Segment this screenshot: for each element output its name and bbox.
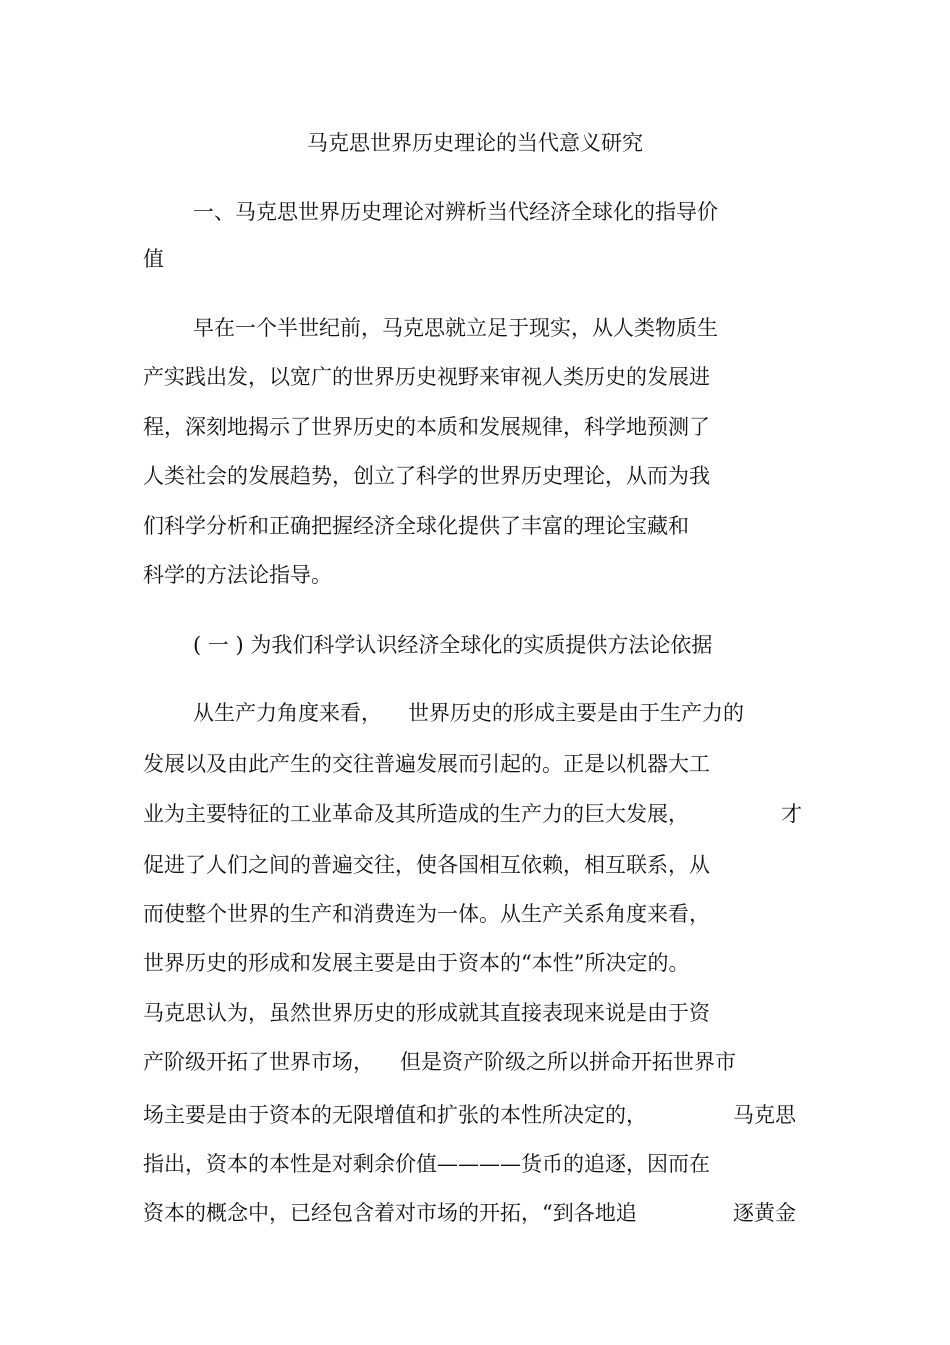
- paragraph-2-line-11-part-b: 逐黄金: [733, 1201, 796, 1225]
- paragraph-2-line-3: [143, 799, 823, 829]
- paragraph-2-line-4: 促进了人们之间的普遍交往，使各国相互依赖，相互联系，从: [143, 853, 710, 877]
- paragraph-1-line-5: 们科学分析和正确把握经济全球化提供了丰富的理论宝藏和: [143, 514, 689, 538]
- paragraph-2-line-9-part-a: 场主要是由于资本的无限增值和扩张的本性所决定的，: [143, 1103, 647, 1127]
- paragraph-2-line-9-part-b: 马克思: [733, 1103, 796, 1127]
- paragraph-2-line-11-part-a: 资本的概念中，已经包含着对市场的开拓，“到各地追: [143, 1201, 637, 1225]
- page-title: 马克思世界历史理论的当代意义研究: [307, 131, 643, 155]
- paragraph-2-line-9: [143, 1100, 823, 1130]
- paragraph-2-line-8: [143, 1047, 823, 1077]
- paragraph-2-line-8-part-a: 产阶级开拓了世界市场，: [143, 1050, 374, 1074]
- section-heading-1-line-1: 一、马克思世界历史理论对辨析当代经济全球化的指导价: [193, 200, 718, 224]
- paragraph-1-line-1: 早在一个半世纪前，马克思就立足于现实，从人类物质生: [193, 316, 718, 340]
- paragraph-2-line-6: 世界历史的形成和发展主要是由于资本的“本性”所决定的。: [143, 951, 690, 975]
- paragraph-1-line-4: 人类社会的发展趋势，创立了科学的世界历史理论，从而为我: [143, 464, 710, 488]
- paragraph-2-line-3-part-a: 业为主要特征的工业革命及其所造成的生产力的巨大发展，: [143, 802, 689, 826]
- paragraph-2-line-8-part-b: 但是资产阶级之所以拼命开拓世界市: [400, 1050, 736, 1074]
- paragraph-2-line-10: 指出，资本的本性是对剩余价值————货币的追逐，因而在: [143, 1152, 710, 1176]
- paragraph-1-line-3: 程，深刻地揭示了世界历史的本质和发展规律，科学地预测了: [143, 415, 710, 439]
- paragraph-2-line-11: [143, 1198, 823, 1228]
- paragraph-2-line-1: [193, 698, 873, 728]
- subsection-heading: ( 一 ) 为我们科学认识经济全球化的实质提供方法论依据: [193, 633, 713, 657]
- paragraph-2-line-7: 马克思认为，虽然世界历史的形成就其直接表现来说是由于资: [143, 1001, 710, 1025]
- paragraph-1-line-6: 科学的方法论指导。: [143, 563, 332, 587]
- paragraph-2-line-5: 而使整个世界的生产和消费连为一体。从生产关系角度来看，: [143, 902, 710, 926]
- paragraph-2-line-2: 发展以及由此产生的交往普遍发展而引起的。正是以机器大工: [143, 752, 710, 776]
- paragraph-1-line-2: 产实践出发，以宽广的世界历史视野来审视人类历史的发展进: [143, 365, 710, 389]
- paragraph-2-line-1-part-a: 从生产力角度来看，: [193, 701, 382, 725]
- section-heading-1-line-2: 值: [143, 247, 164, 271]
- paragraph-2-line-3-part-b: 才: [781, 802, 802, 826]
- paragraph-2-line-1-part-b: 世界历史的形成主要是由于生产力的: [408, 701, 744, 725]
